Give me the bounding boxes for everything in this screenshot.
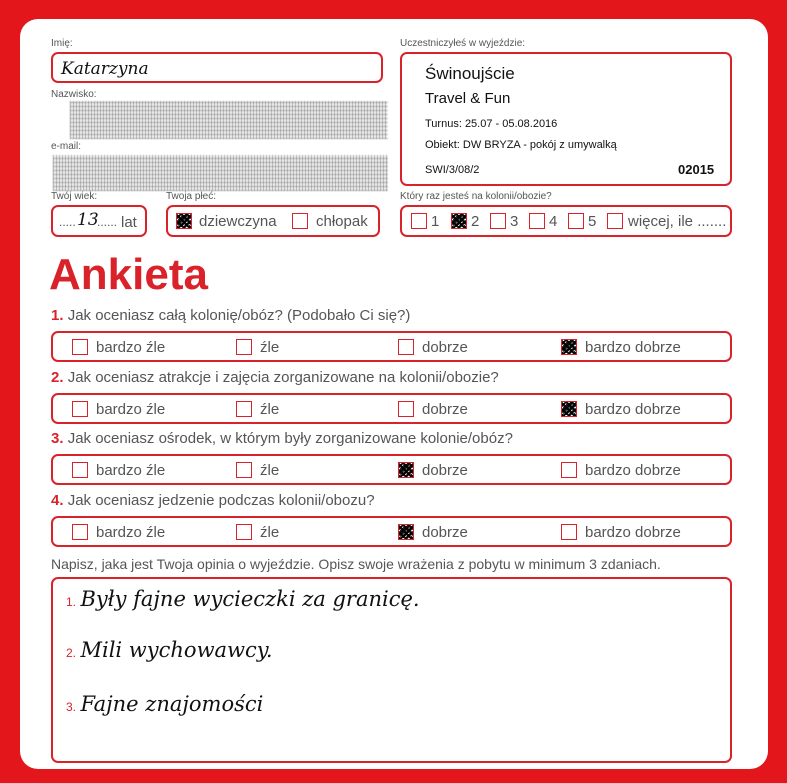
- question-3-checkbox-3[interactable]: [398, 462, 414, 478]
- nazwisko-redacted: [70, 101, 388, 139]
- question-1-checkbox-4[interactable]: [561, 339, 577, 355]
- question-1-checkbox-1[interactable]: [72, 339, 88, 355]
- imie-value: Katarzyna: [61, 59, 149, 79]
- question-2-checkbox-2[interactable]: [236, 401, 252, 417]
- visits-checkbox-3[interactable]: [490, 213, 506, 229]
- question-3-text: Jak oceniasz ośrodek, w którym były zorganizowane kolonie/obóz?: [67, 430, 513, 447]
- question-1-number: 1.: [51, 307, 64, 324]
- opinion-line-1-text: Były fajne wycieczki za granicę.: [80, 587, 420, 611]
- visits-checkbox-1[interactable]: [411, 213, 427, 229]
- question-1-options: [51, 331, 732, 362]
- question-4-options: [51, 516, 732, 547]
- visits-label: Który raz jesteś na kolonii/obozie?: [400, 191, 552, 202]
- question-1-checkbox-2[interactable]: [236, 339, 252, 355]
- trip-number: 02015: [678, 162, 715, 177]
- imie-field[interactable]: [51, 52, 383, 83]
- opinion-line-2-num: 2.: [66, 646, 77, 660]
- question-4-checkbox-2[interactable]: [236, 524, 252, 540]
- trip-turnus: Turnus: 25.07 - 05.08.2016: [425, 118, 558, 130]
- visits-checkbox-more[interactable]: [607, 213, 623, 229]
- question-2-option-label-1: bardzo źle: [96, 400, 166, 418]
- visits-checkbox-2[interactable]: [451, 213, 467, 229]
- wiek-field[interactable]: [51, 205, 147, 237]
- visits-option-3: 3: [510, 213, 519, 230]
- question-3-option-label-1: bardzo źle: [96, 462, 166, 479]
- question-2-checkbox-1[interactable]: [72, 401, 88, 417]
- opinion-line-1: [66, 587, 420, 611]
- email-redacted: [53, 155, 388, 191]
- question-3-checkbox-4[interactable]: [561, 462, 577, 478]
- question-2-options: [51, 393, 732, 424]
- visits-option-4: 4: [549, 213, 558, 230]
- checkbox-dziewczyna[interactable]: [176, 213, 192, 229]
- opinion-line-3-text: Fajne znajomości: [80, 692, 264, 716]
- opinion-line-1-num: 1.: [66, 595, 77, 609]
- question-4-text: Jak oceniasz jedzenie podczas kolonii/obozu?: [67, 491, 375, 509]
- wiek-dots-left: .....: [59, 215, 76, 229]
- question-3-options: [51, 454, 732, 485]
- survey-title: Ankieta: [49, 250, 208, 299]
- question-4-checkbox-3[interactable]: [398, 524, 414, 540]
- opinion-line-3: [66, 692, 263, 716]
- email-label: e-mail:: [51, 141, 82, 152]
- question-4-option-label-2: źle: [260, 523, 280, 541]
- visits-checkbox-5[interactable]: [568, 213, 584, 229]
- visits-option-5: 5: [588, 213, 597, 230]
- trip-obiekt: Obiekt: DW BRYZA - pokój z umywalką: [425, 139, 617, 151]
- nazwisko-label: Nazwisko:: [51, 89, 97, 100]
- option-dziewczyna: dziewczyna: [199, 213, 277, 230]
- question-2-option-label-2: źle: [260, 400, 280, 418]
- wiek-value: 13: [77, 210, 99, 230]
- opinion-line-2-text: Mili wychowawcy.: [80, 638, 273, 662]
- trip-company: Travel & Fun: [425, 90, 511, 107]
- question-1: [51, 307, 410, 324]
- question-3: [51, 430, 513, 447]
- question-2-option-label-4: bardzo dobrze: [585, 400, 681, 418]
- question-2: [51, 369, 499, 386]
- question-2-checkbox-4[interactable]: [561, 401, 577, 417]
- wiek-label: Twój wiek:: [51, 191, 98, 202]
- trip-box: [400, 52, 732, 186]
- question-3-number: 3.: [51, 430, 64, 447]
- plec-field: [166, 205, 380, 237]
- visits-checkbox-4[interactable]: [529, 213, 545, 229]
- trip-label: Uczestniczyłeś w wyjeździe:: [400, 38, 526, 49]
- question-2-checkbox-3[interactable]: [398, 401, 414, 417]
- question-4-checkbox-4[interactable]: [561, 524, 577, 540]
- wiek-dots-right: ......: [97, 215, 118, 229]
- question-3-checkbox-2[interactable]: [236, 462, 252, 478]
- question-1-checkbox-3[interactable]: [398, 339, 414, 355]
- question-1-option-label-1: bardzo źle: [96, 339, 166, 356]
- trip-place: Świnoujście: [425, 64, 515, 83]
- question-3-option-label-4: bardzo dobrze: [585, 462, 681, 479]
- survey-sheet: [20, 19, 768, 769]
- visits-option-1: 1: [431, 213, 440, 230]
- opinion-prompt: Napisz, jaka jest Twoja opinia o wyjeździe. Opisz swoje wrażenia z pobytu w minimum 3 zdaniach.: [51, 556, 661, 572]
- question-3-option-label-3: dobrze: [422, 462, 468, 479]
- opinion-box[interactable]: [51, 577, 732, 763]
- question-3-checkbox-1[interactable]: [72, 462, 88, 478]
- question-4-option-label-1: bardzo źle: [96, 523, 166, 541]
- question-4: [51, 492, 375, 509]
- question-2-number: 2.: [51, 368, 64, 386]
- option-chlopak: chłopak: [316, 213, 368, 230]
- question-1-option-label-3: dobrze: [422, 339, 468, 356]
- visits-field: [400, 205, 732, 237]
- opinion-line-3-num: 3.: [66, 700, 77, 714]
- checkbox-chlopak[interactable]: [292, 213, 308, 229]
- question-1-option-label-2: źle: [260, 339, 280, 356]
- question-1-option-label-4: bardzo dobrze: [585, 339, 681, 356]
- question-3-option-label-2: źle: [260, 462, 280, 479]
- wiek-unit: lat: [121, 214, 137, 231]
- opinion-line-2: [66, 638, 273, 662]
- question-4-option-label-4: bardzo dobrze: [585, 523, 681, 541]
- imie-label: Imię:: [51, 38, 73, 49]
- question-4-checkbox-1[interactable]: [72, 524, 88, 540]
- question-4-option-label-3: dobrze: [422, 523, 468, 541]
- question-2-option-label-3: dobrze: [422, 400, 468, 418]
- plec-label: Twoja płeć:: [166, 191, 217, 202]
- visits-option-2: 2: [471, 213, 480, 230]
- question-4-number: 4.: [51, 491, 64, 509]
- question-1-text: Jak oceniasz całą kolonię/obóz? (Podobało Ci się?): [67, 307, 411, 324]
- visits-option-more: więcej, ile .......: [628, 213, 727, 230]
- trip-code: SWI/3/08/2: [425, 164, 480, 176]
- question-2-text: Jak oceniasz atrakcje i zajęcia zorganizowane na kolonii/obozie?: [67, 368, 499, 386]
